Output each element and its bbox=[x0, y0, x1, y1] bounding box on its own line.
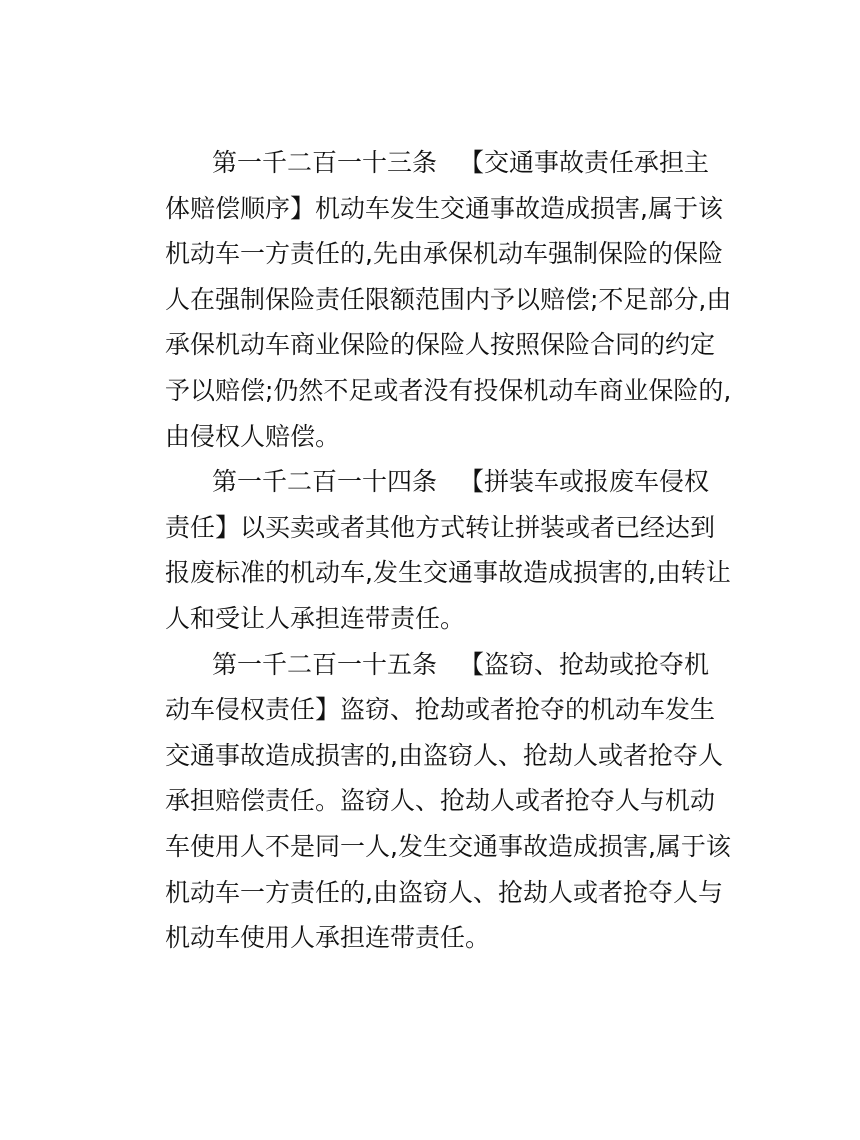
article-number: 第一千二百一十三条 bbox=[212, 148, 438, 177]
text-line: 车使用人不是同一人,发生交通事故造成损害,属于该 bbox=[165, 831, 731, 861]
text-line: 承保机动车商业保险的保险人按照保险合同的约定 bbox=[165, 330, 716, 360]
text-line: 动车侵权责任】盗窃、抢劫或者抢夺的机动车发生 bbox=[165, 695, 716, 725]
document-body bbox=[165, 140, 732, 961]
text-line: 予以赔偿;仍然不足或者没有投保机动车商业保险的, bbox=[165, 375, 732, 405]
text-line: 机动车一方责任的,先由承保机动车强制保险的保险 bbox=[165, 239, 723, 269]
text-line: 由侵权人赔偿。 bbox=[165, 421, 341, 451]
article-1213-first-line bbox=[165, 140, 710, 186]
article-title-part: 【拼装车或报废车侵权 bbox=[459, 467, 710, 497]
text-line: 体赔偿顺序】机动车发生交通事故造成损害,属于该 bbox=[165, 193, 723, 223]
article-number: 第一千二百一十四条 bbox=[212, 467, 438, 497]
text-line: 机动车使用人承担连带责任。 bbox=[165, 923, 491, 953]
text-line: 机动车一方责任的,由盗窃人、抢劫人或者抢夺人与 bbox=[165, 877, 723, 907]
text-line: 报废标准的机动车,发生交通事故造成损害的,由转让 bbox=[165, 558, 731, 588]
article-title-part: 【交通事故责任承担主 bbox=[459, 148, 710, 177]
article-number: 第一千二百一十五条 bbox=[212, 649, 438, 679]
article-1215-first-line bbox=[165, 642, 710, 688]
article-1214-first-line bbox=[165, 459, 710, 505]
article-title-part: 【盗窃、抢劫或抢夺机 bbox=[459, 649, 710, 679]
text-line: 责任】以买卖或者其他方式转让拼装或者已经达到 bbox=[165, 512, 716, 542]
text-line: 承担赔偿责任。盗窃人、抢劫人或者抢夺人与机动 bbox=[165, 786, 716, 816]
text-line: 人和受让人承担连带责任。 bbox=[165, 603, 466, 633]
text-line: 交通事故造成损害的,由盗窃人、抢劫人或者抢夺人 bbox=[165, 740, 723, 770]
text-line: 人在强制保险责任限额范围内予以赔偿;不足部分,由 bbox=[165, 284, 732, 314]
